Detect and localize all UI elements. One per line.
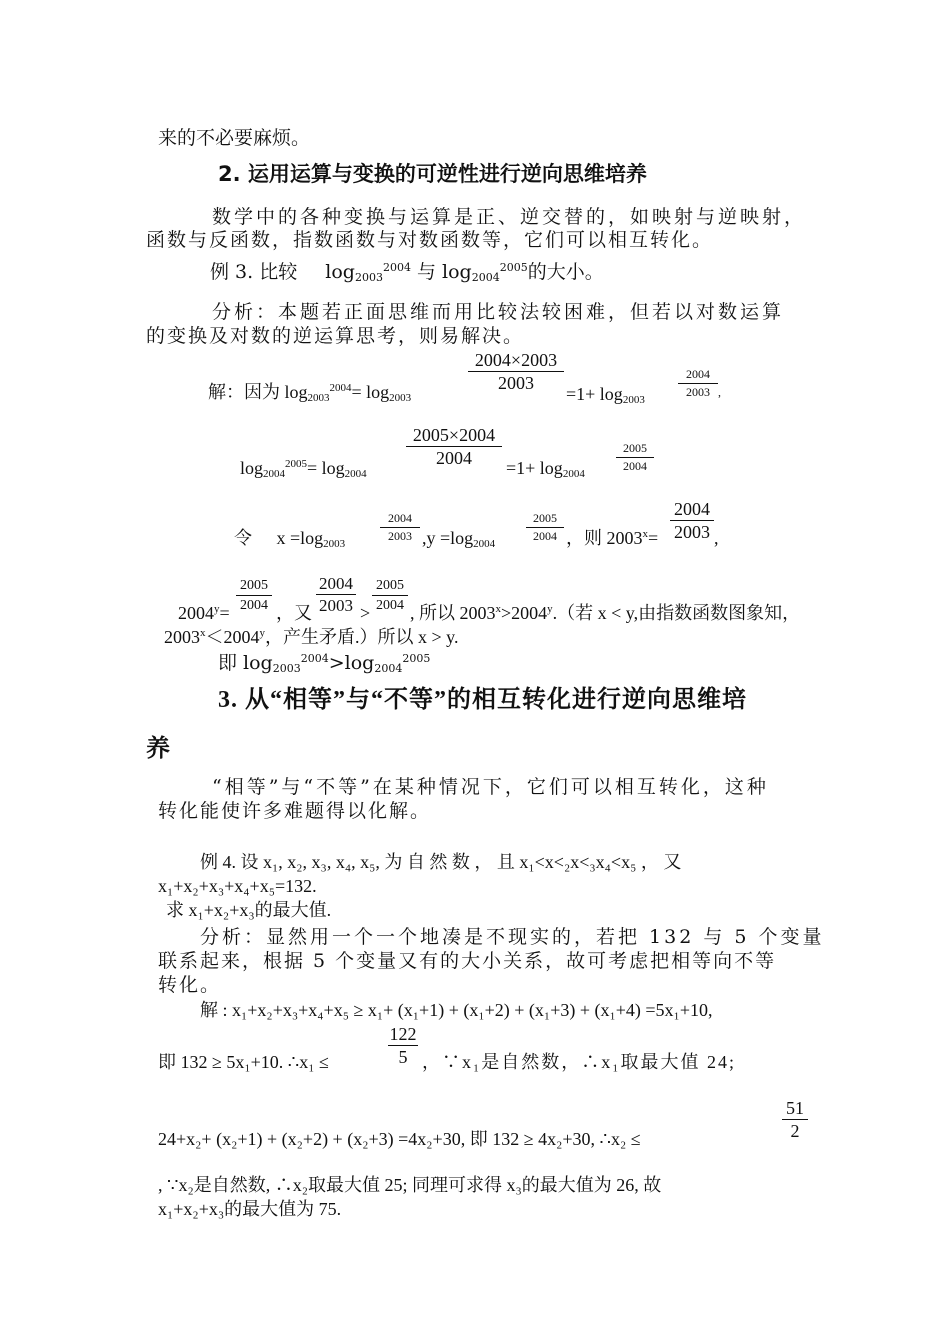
paragraph-line: “相等”与“不等”在某种情况下，它们可以相互转化，这种 <box>212 776 769 798</box>
analysis-line: 的变换及对数的逆运算思考，则易解决。 <box>146 325 525 347</box>
solution-4-line: , ∵x₂是自然数, ∴x₂取最大值 25; 同理可求得 x₃的最大值为 26, 故 <box>158 1175 662 1195</box>
analysis-line: 分析：显然用一个一个地凑是不现实的，若把 132 与 5 个变量 <box>200 926 825 948</box>
example-4-line: 求 x₁+x₂+x₃的最大值. <box>166 900 332 920</box>
conclusion-line-cont: , 所以 $2003^x>2004^y$.（若 x < y,由指数函数图象知， <box>410 603 801 623</box>
section-heading-3-cont: 养 <box>146 736 171 762</box>
final-result: 即 $\log_{2003}^{2004}>\log_{2004}^{2005}$ <box>218 652 431 675</box>
fraction: 2004 2003 <box>316 574 356 615</box>
paragraph-line: 函数与反函数，指数函数与对数函数等，它们可以相互转化。 <box>146 229 714 251</box>
conclusion-line-cont: ，又 <box>276 603 312 623</box>
fraction: 2005 2004 <box>616 441 654 474</box>
solution-line-1: 解：因为 $\log_{2003}^{2004}= \log_{2003}$ <box>208 382 412 404</box>
let-line-cont: $,y =\log_{2004}$ <box>422 528 496 550</box>
let-line: 令 $x =\log_{2003}$ <box>234 528 346 550</box>
fraction: 2005×2004 2004 <box>406 425 502 468</box>
fraction: 2005 2004 <box>372 577 408 614</box>
section-heading-2: 2. 运用运算与变换的可逆性进行逆向思维培养 <box>218 162 647 186</box>
example-4-line: x₁+x₂+x₃+x₄+x₅=132. <box>158 876 317 896</box>
section-heading-3: 3. 从“相等”与“不等”的相互转化进行逆向思维培 <box>218 687 747 713</box>
analysis-line: 联系起来，根据 5 个变量又有的大小关系，故可考虑把相等向不等 <box>158 950 777 972</box>
example-4-line: 例 4. 设 x₁, x₂, x₃, x₄, x₅, 为 自 然 数 ， 且 x₁<x<₂x<₃x₄<x₅ ， 又 <box>200 852 682 872</box>
fraction: 51 2 <box>782 1098 808 1141</box>
fraction: 2004 2003 <box>380 511 420 544</box>
solution-4-line: 即 132 ≥ 5x₁+10. ∴x₁ ≤ <box>158 1052 329 1072</box>
greater-than: > <box>360 603 371 623</box>
let-line-cont: ，则 $2003^x=$ <box>566 528 659 548</box>
fraction: 2005 2004 <box>526 511 564 544</box>
analysis-line: 转化。 <box>158 974 222 996</box>
solution-line-1-cont: $=1+ \log_{2003}$ <box>566 384 645 406</box>
fraction: 2004 2003 <box>678 367 718 400</box>
example-3: 例 3. 比较 $\log_{2003}^{2004}$ 与 $\log_{2004}^{2005}$的大小。 <box>210 261 604 284</box>
paragraph-line: 数学中的各种变换与运算是正、逆交替的，如映射与逆映射， <box>212 206 807 228</box>
solution-4-line-cont: ，∵x₁是自然数，∴x₁取最大值 24; <box>422 1052 737 1072</box>
solution-4-line: x₁+x₂+x₃的最大值为 75. <box>158 1199 342 1219</box>
conclusion-line-2: $2003^x<2004^y$，产生矛盾.）所以 x > y. <box>164 627 459 647</box>
fraction: 2004×2003 2003 <box>468 350 564 393</box>
solution-4-line: 24+x₂+ (x₂+1) + (x₂+2) + (x₂+3) =4x₂+30, 即 132 ≥ 4x₂+30, ∴x₂ ≤ <box>158 1129 641 1149</box>
fraction: 122 5 <box>389 1024 417 1067</box>
fraction: 2005 2004 <box>236 577 272 614</box>
fraction: 2004 2003 <box>670 499 714 542</box>
comma: , <box>718 385 721 399</box>
text-line-carryover: 来的不必要麻烦。 <box>158 127 311 149</box>
conclusion-line: $2004^y=$ <box>178 603 230 623</box>
solution-4-line: 解 : x₁+x₂+x₃+x₄+x₅ ≥ x₁+ (x₁+1) + (x₁+2) + (x₁+3) + (x₁+4) =5x₁+10, <box>200 1000 713 1020</box>
example-label: 例 3. 比较 <box>210 261 298 283</box>
solution-line-2-cont: $=1+ \log_{2004}$ <box>506 458 585 480</box>
log-expression: $\log_{2003}^{2004}$ <box>325 261 411 284</box>
paragraph-line: 转化能使许多难题得以化解。 <box>158 800 432 822</box>
solution-line-2: $\log_{2004}^{2005}= \log_{2004}$ <box>240 458 367 480</box>
comma: , <box>714 528 719 548</box>
analysis-line: 分析：本题若正面思维而用比较法较困难，但若以对数运算 <box>212 301 785 323</box>
log-expression: 与 $\log_{2004}^{2005}$ <box>417 261 528 284</box>
